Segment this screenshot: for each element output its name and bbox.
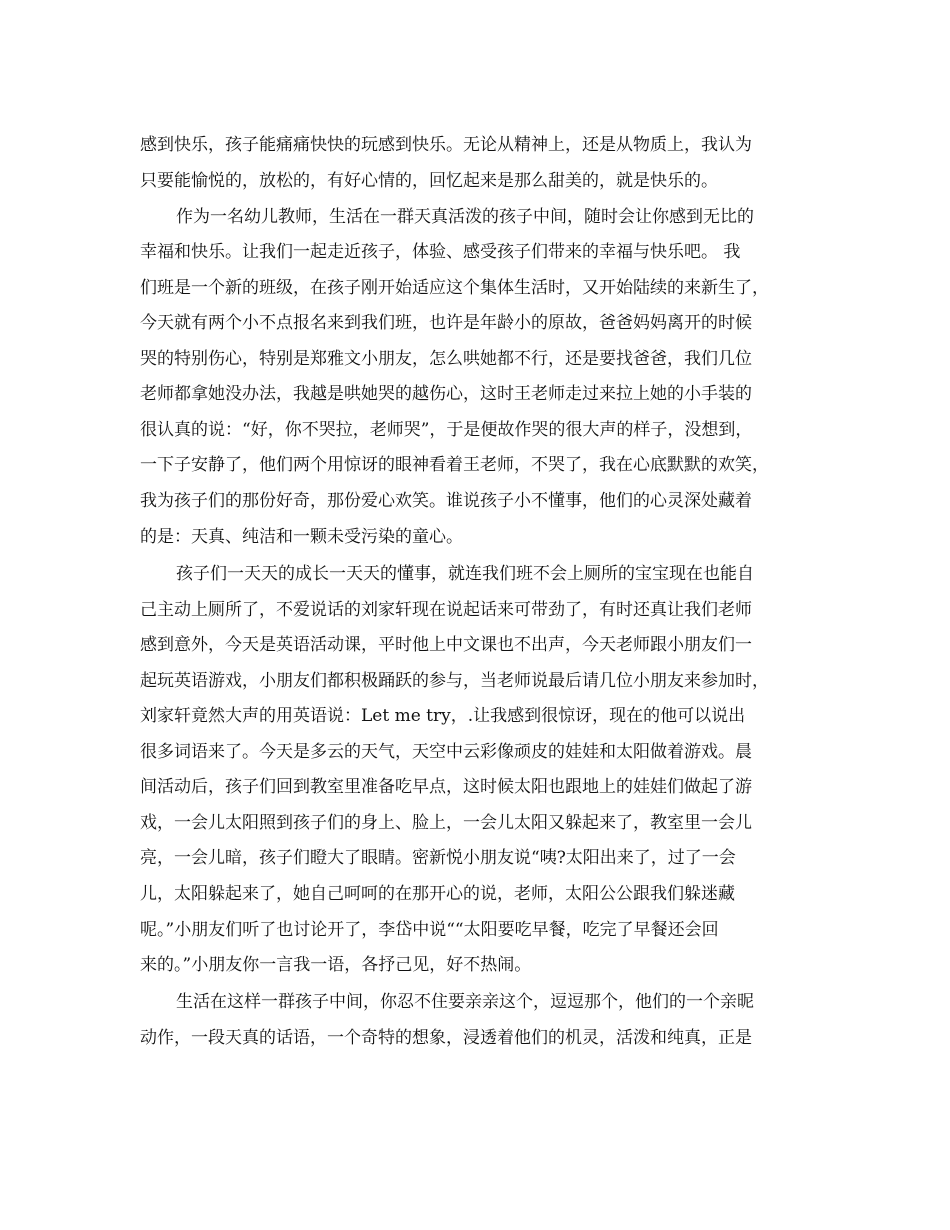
text-line: 戏，一会儿太阳照到孩子们的身上、脸上，一会儿太阳又躲起来了，教室里一会儿	[140, 813, 752, 833]
text-line: 哭的特别伤心，特别是郑雅文小朋友，怎么哄她都不行，还是要找爸爸，我们几位	[140, 349, 752, 369]
text-line: 刘家轩竟然大声的用英语说：Let me try，.让我感到很惊讶，现在的他可以说出	[140, 706, 746, 726]
text-line: 己主动上厕所了，不爱说话的刘家轩现在说起话来可带劲了，有时还真让我们老师	[140, 600, 752, 620]
text-line: 只要能愉悦的，放松的，有好心情的，回忆起来是那么甜美的，就是快乐的。	[140, 171, 718, 191]
text-line: 感到意外，今天是英语活动课，平时他上中文课也不出声，今天老师跟小朋友们一	[140, 635, 752, 655]
text-line: 们班是一个新的班级，在孩子刚开始适应这个集体生活时，又开始陆续的来新生了，	[140, 278, 769, 298]
text-line: 感到快乐，孩子能痛痛快快的玩感到快乐。无论从精神上，还是从物质上，我认为	[140, 135, 752, 155]
text-line: 老师都拿她没办法，我越是哄她哭的越伤心，这时王老师走过来拉上她的小手装的	[140, 384, 752, 404]
paragraph-start-line: 生活在这样一群孩子中间，你忍不住要亲亲这个，逗逗那个，他们的一个亲昵	[176, 992, 754, 1012]
text-line: 很认真的说：“好，你不哭拉，老师哭”，于是便故作哭的很大声的样子，没想到，	[140, 420, 753, 440]
paragraph-start-line: 作为一名幼儿教师，生活在一群天真活泼的孩子中间，随时会让你感到无比的	[176, 207, 754, 227]
text-line: 呢。”小朋友们听了也讨论开了，李岱中说““太阳要吃早餐，吃完了早餐还会回	[140, 920, 719, 940]
text-line: 来的。”小朋友你一言我一语，各抒己见，好不热闹。	[140, 955, 532, 975]
text-line: 的是：天真、纯洁和一颗未受污染的童心。	[140, 527, 463, 547]
text-line: 间活动后，孩子们回到教室里准备吃早点，这时候太阳也跟地上的娃娃们做起了游	[140, 777, 752, 797]
text-line: 我为孩子们的那份好奇，那份爱心欢笑。谁说孩子小不懂事，他们的心灵深处藏着	[140, 491, 752, 511]
text-line: 很多词语来了。今天是多云的天气，天空中云彩像顽皮的娃娃和太阳做着游戏。晨	[140, 742, 752, 762]
text-line: 亮，一会儿暗，孩子们瞪大了眼睛。密新悦小朋友说“咦?太阳出来了，过了一会	[140, 848, 736, 868]
text-line: 起玩英语游戏，小朋友们都积极踊跃的参与，当老师说最后请几位小朋友来参加时，	[140, 671, 769, 691]
text-line: 儿，太阳躲起来了，她自己呵呵的在那开心的说，老师，太阳公公跟我们躲迷藏	[140, 884, 735, 904]
text-line: 动作，一段天真的话语，一个奇特的想象，浸透着他们的机灵，活泼和纯真，正是	[140, 1028, 752, 1048]
text-line: 幸福和快乐。让我们一起走近孩子，体验、感受孩子们带来的幸福与快乐吧。 我	[140, 242, 741, 262]
text-line: 一下子安静了，他们两个用惊讶的眼神看着王老师，不哭了，我在心底默默的欢笑，	[140, 455, 769, 475]
text-line: 今天就有两个小不点报名来到我们班，也许是年龄小的原故，爸爸妈妈离开的时候	[140, 313, 752, 333]
paragraph-start-line: 孩子们一天天的成长一天天的懂事，就连我们班不会上厕所的宝宝现在也能自	[176, 564, 754, 584]
